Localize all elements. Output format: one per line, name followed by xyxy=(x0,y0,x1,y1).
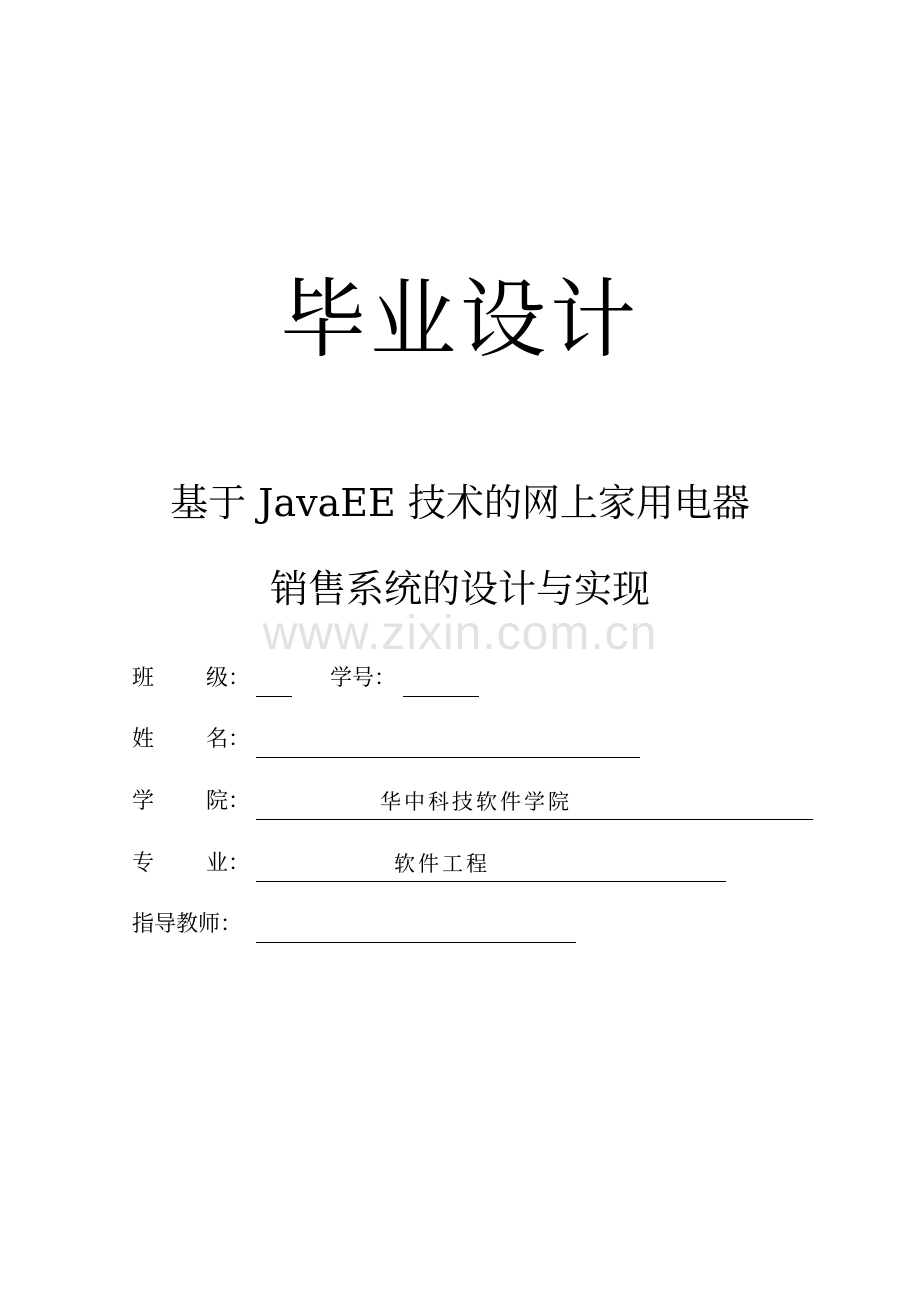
student-id-label: 学号： xyxy=(330,666,397,691)
major-value: 软件工程 xyxy=(394,852,490,876)
name-label-first: 姓 xyxy=(132,727,155,752)
name-input[interactable] xyxy=(256,727,640,758)
class-input[interactable] xyxy=(256,666,292,697)
name-label-second: 名： xyxy=(206,727,251,752)
college-label-second: 院： xyxy=(206,789,251,814)
student-id-input[interactable] xyxy=(403,666,479,697)
major-input[interactable] xyxy=(256,851,726,882)
watermark: www.zixin.com.cn xyxy=(262,607,658,660)
advisor-label: 指导教师： xyxy=(132,912,243,937)
main-title: 毕业设计 xyxy=(280,270,640,370)
subtitle-line-1: 基于 JavaEE 技术的网上家用电器 xyxy=(170,481,750,525)
field-name xyxy=(132,723,652,757)
field-major xyxy=(132,847,732,881)
college-value: 华中科技软件学院 xyxy=(380,790,572,814)
field-class xyxy=(132,662,552,696)
field-advisor xyxy=(132,908,592,942)
college-label-first: 学 xyxy=(132,789,155,814)
class-label-first: 班 xyxy=(132,666,155,691)
field-college xyxy=(132,785,822,819)
class-label-second: 级： xyxy=(206,666,251,691)
advisor-input[interactable] xyxy=(256,912,576,943)
subtitle-line-2: 销售系统的设计与实现 xyxy=(269,567,650,611)
major-label-first: 专 xyxy=(132,851,155,876)
major-label-second: 业： xyxy=(206,851,251,876)
